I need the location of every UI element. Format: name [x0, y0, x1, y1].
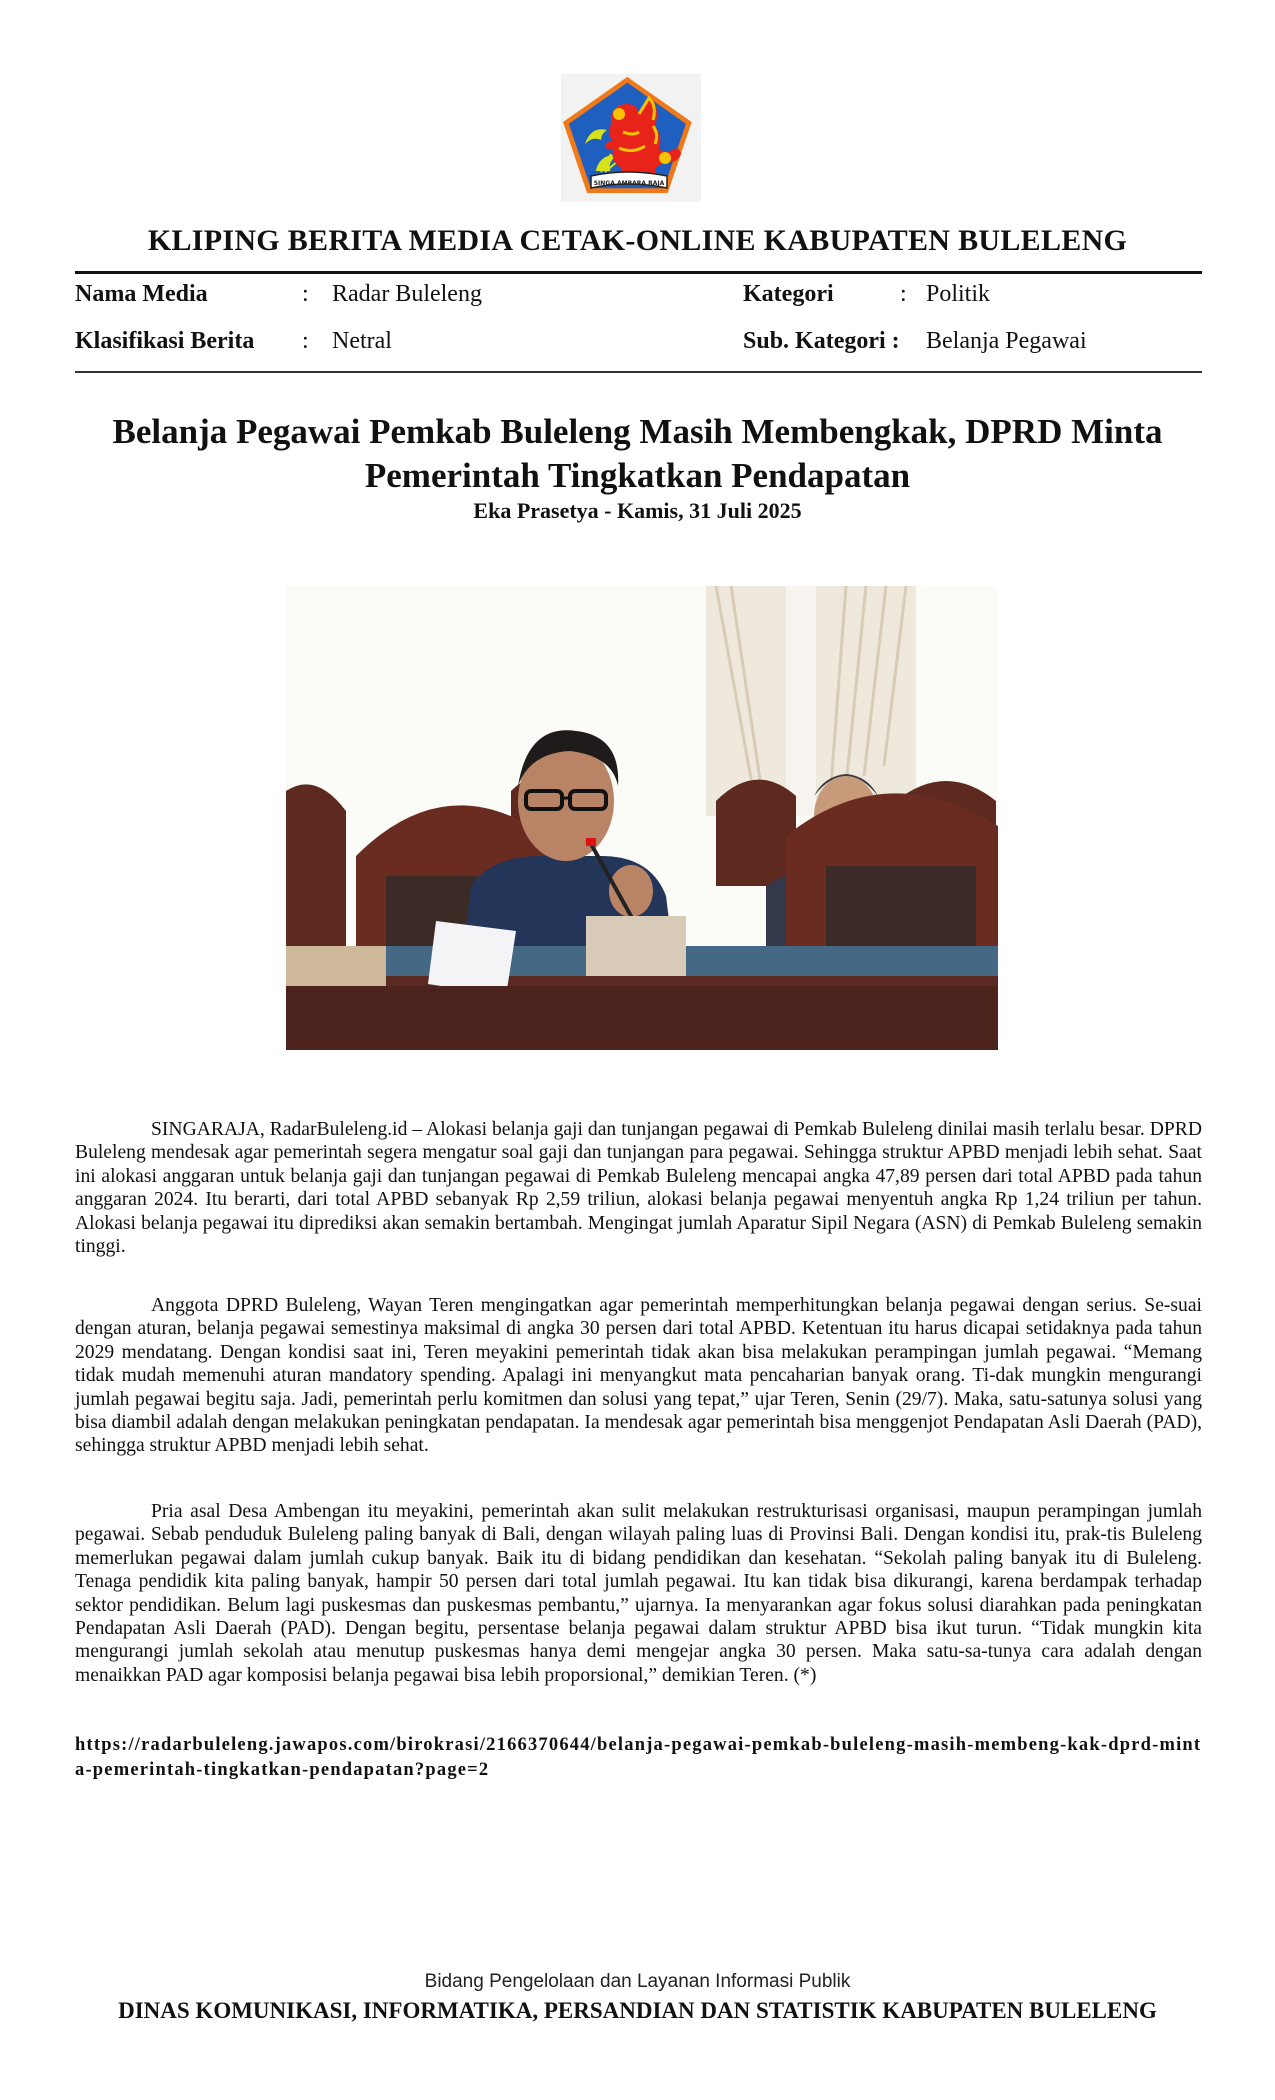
article-headline: Belanja Pegawai Pemkab Buleleng Masih Membengkak, DPRD Minta Pemerintah Tingkatkan Pendapatan — [112, 412, 1163, 495]
article-paragraph: SINGARAJA, RadarBuleleng.id – Alokasi belanja gaji dan tunjangan pegawai di Pemkab Buleleng dinilai masih terlalu besar. DPRD Buleleng mendesak agar pemerintah segera mengatur soal gaji dan tunjangan para pegawai. Sehingga struktur APBD menjadi lebih sehat. Saat ini alokasi anggaran untuk belanja gaji dan tunjangan pegawai di Pemkab Buleleng mencapai angka 47,89 persen dari total APBD pada tahun anggaran 2024. Itu berarti, dari total APBD sebanyak Rp 2,59 triliun, alokasi belanja pegawai menyentuh angka Rp 1,24 triliun per tahun. Alokasi belanja pegawai itu diprediksi akan semakin bertambah. Mengingat jumlah Aparatur Sipil Negara (ASN) di Pemkab Buleleng semakin tinggi. — [75, 1119, 1202, 1258]
meta-colon: : — [900, 281, 907, 307]
footer-agency: DINAS KOMUNIKASI, INFORMATIKA, PERSANDIAN DAN STATISTIK KABUPATEN BULELENG — [118, 1998, 1157, 2023]
kabupaten-buleleng-logo — [561, 74, 701, 202]
header-rule-bottom — [75, 371, 1202, 373]
meeting-photo-illustration — [286, 586, 998, 1050]
meta-label: Nama Media — [75, 281, 208, 307]
meta-value: Radar Buleleng — [332, 281, 482, 307]
meta-label: Sub. Kategori : — [743, 328, 900, 354]
meta-label: Kategori — [743, 281, 834, 307]
article-paragraph: Anggota DPRD Buleleng, Wayan Teren mengingatkan agar pemerintah memperhitungkan belanja pegawai dengan serius. Se-suai dengan aturan, belanja pegawai semestinya maksimal di angka 30 persen dari total APBD. Ketentuan itu harus dicapai setidaknya pada tahun 2029 mendatang. Dengan kondisi saat ini, Teren meyakini pemerintah tidak akan bisa melakukan perampingan jumlah pegawai. “Memang tidak mudah memenuhi aturan mandatory spending. Apalagi ini menyangkut mata pencaharian banyak orang. Ti-dak mungkin mengurangi jumlah pegawai begitu saja. Jadi, pemerintah perlu komitmen dan solusi yang tepat,” ujar Teren, Senin (29/7). Maka, satu-satunya solusi yang bisa diambil adalah dengan melakukan peningkatan pendapatan. Ia mendesak agar pemerintah bisa menggenjot Pendapatan Asli Daerah (PAD), sehingga struktur APBD menjadi lebih sehat. — [75, 1295, 1202, 1457]
header-rule-top — [75, 271, 1202, 274]
meta-value: Belanja Pegawai — [926, 328, 1087, 354]
lion-crest-icon — [561, 74, 701, 202]
meta-value: Politik — [926, 281, 991, 307]
meta-colon: : — [302, 328, 309, 354]
document-title: KLIPING BERITA MEDIA CETAK-ONLINE KABUPATEN BULELENG — [147, 224, 1128, 257]
article-paragraph: Pria asal Desa Ambengan itu meyakini, pemerintah akan sulit melakukan restrukturisasi organisasi, maupun perampingan jumlah pegawai. Sebab penduduk Buleleng paling banyak di Bali, dengan wilayah paling luas di Provinsi Bali. Dengan kondisi itu, prak-tis Buleleng memerlukan pegawai dalam jumlah cukup banyak. Baik itu di bidang pendidikan dan kesehatan. “Sekolah paling banyak itu di Buleleng. Tenaga pendidik kita paling banyak, hampir 50 persen dari total jumlah pegawai. Itu kan tidak bisa dikurangi, karena berdampak terhadap sektor pendidikan. Belum lagi puskesmas dan puskesmas pembantu,” ujarnya. Ia menyarankan agar fokus solusi diarahkan pada peningkatan Pendapatan Asli Daerah (PAD). Dengan begitu, persentase belanja pegawai dalam struktur APBD bisa ikut turun. “Tidak mungkin kita mengurangi jumlah sekolah atau menutup puskesmas hanya demi mengejar angka 30 persen. Maka satu-sa-tunya cara adalah dengan menaikkan PAD agar komposisi belanja pegawai bisa lebih proporsional,” demikian Teren. (*) — [75, 1501, 1202, 1686]
footer-unit: Bidang Pengelolaan dan Layanan Informasi Publik — [424, 1971, 851, 1992]
source-link[interactable]: https://radarbuleleng.jawapos.com/birokrasi/2166370644/belanja-pegawai-pemkab-buleleng-masih-membeng-kak-dprd-minta-pemerintah-tingkatkan-pendapatan?page=2 — [75, 1735, 1202, 1780]
meta-label: Klasifikasi Berita — [75, 328, 255, 354]
meta-value: Netral — [332, 328, 392, 354]
meta-colon: : — [302, 281, 309, 307]
article-byline: Eka Prasetya - Kamis, 31 Juli 2025 — [473, 498, 802, 523]
article-photo — [286, 586, 998, 1050]
logo-motto: SINGA AMBARA RAJA — [593, 180, 665, 187]
